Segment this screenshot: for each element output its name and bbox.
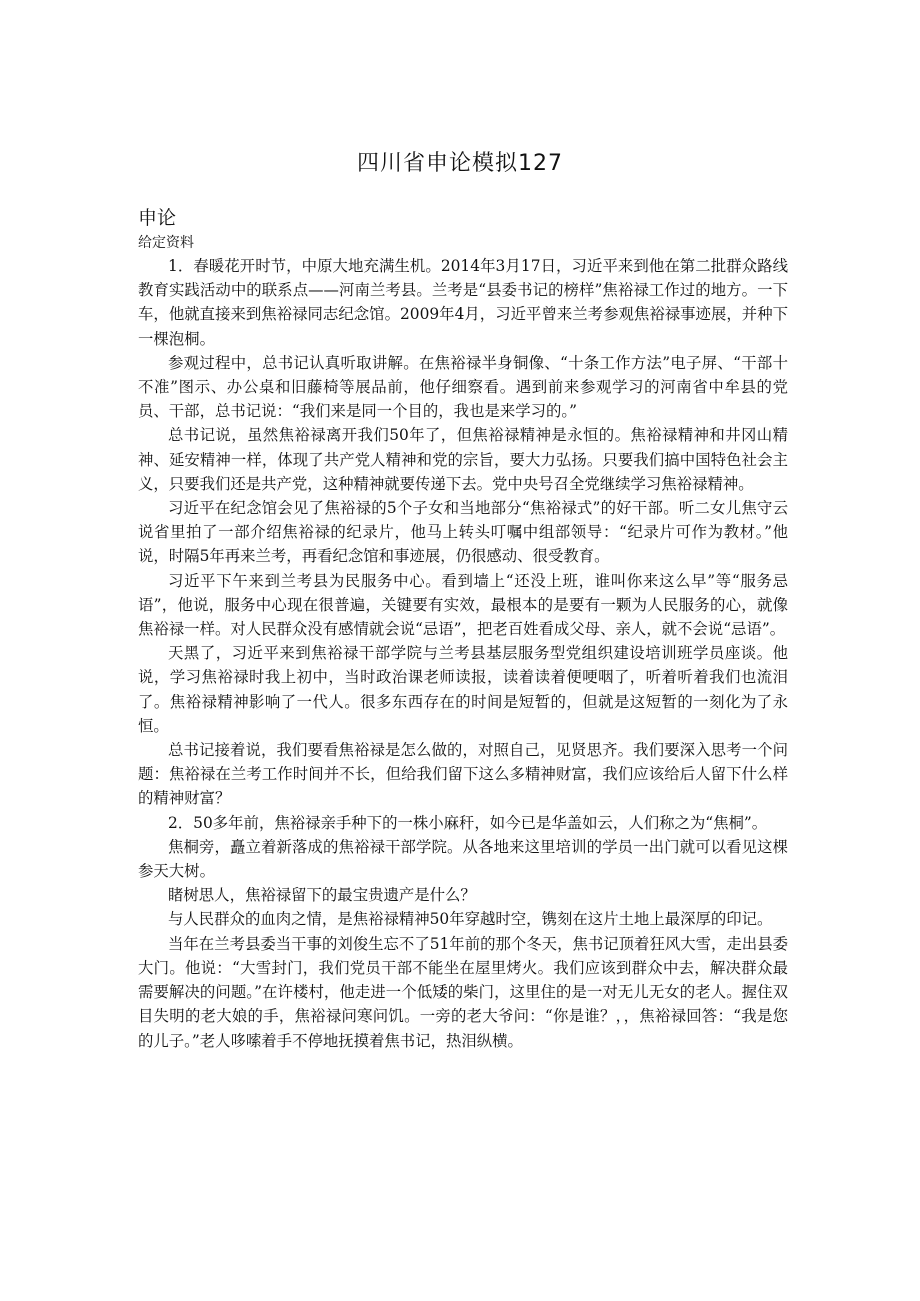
paragraph: 天黑了，习近平来到焦裕禄干部学院与兰考县基层服务型党组织建设培训班学员座谈。他说，学习焦裕禄时我上初中，当时政治课老师读报，读着读着便哽咽了，听着听着我们也流泪了。焦裕禄精神影响了一代人。很多东西存在的时间是短暂的，但就是这短暂的一刻化为了永恒。: [138, 644, 788, 735]
paragraph: 1．春暖花开时节，中原大地充满生机。2014年3月17日，习近平来到他在第二批群众路线教育实践活动中的联系点——河南兰考县。兰考是“县委书记的榜样”焦裕禄工作过的地方。一下车，他就直接来到焦裕禄同志纪念馆。2009年4月，习近平曾来兰考参观焦裕禄事迹展，并种下一棵泡桐。: [138, 257, 788, 348]
paragraph: 参观过程中，总书记认真听取讲解。在焦裕禄半身铜像、“十条工作方法”电子屏、“干部十不准”图示、办公桌和旧藤椅等展品前，他仔细察看。遇到前来参观学习的河南省中牟县的党员、干部，总书记说：“我们来是同一个目的，我也是来学习的。”: [138, 353, 788, 421]
paragraph: 习近平在纪念馆会见了焦裕禄的5个子女和当地部分“焦裕禄式”的好干部。听二女儿焦守云说省里拍了一部介绍焦裕禄的纪录片，他马上转头叮嘱中组部领导：“纪录片可作为教材。”他说，时隔5年再来兰考，再看纪念馆和事迹展，仍很感动、很受教育。: [138, 499, 788, 566]
paragraph: 总书记接着说，我们要看焦裕禄是怎么做的，对照自己，见贤思齐。我们要深入思考一个问题：焦裕禄在兰考工作时间并不长，但给我们留下这么多精神财富，我们应该给后人留下什么样的精神财富？: [138, 741, 788, 808]
document-title: 四川省申论模拟127: [357, 151, 563, 176]
section-heading: 申论: [138, 207, 177, 229]
paragraph: 与人民群众的血肉之情，是焦裕禄精神50年穿越时空，镌刻在这片土地上最深厚的印记。: [168, 910, 773, 929]
paragraph: 当年在兰考县委当干事的刘俊生忘不了51年前的那个冬天，焦书记顶着狂风大雪，走出县委大门。他说：“大雪封门，我们党员干部不能坐在屋里烤火。我们应该到群众中去，解决群众最需要解决的问题。”在许楼村，他走进一个低矮的柴门，这里住的是一对无儿无女的老人。握住双目失明的老大娘的手，焦裕禄问寒问饥。一旁的老大爷问：“你是谁？，，焦裕禄回答：“我是您的儿子。”老人哆嗦着手不停地抚摸着焦书记，热泪纵横。: [138, 934, 788, 1050]
paragraph: 睹树思人，焦裕禄留下的最宝贵遗产是什么？: [168, 886, 476, 905]
subsection-heading: 给定资料: [138, 235, 194, 251]
paragraph: 总书记说，虽然焦裕禄离开我们50年了，但焦裕禄精神是永恒的。焦裕禄精神和井冈山精神、延安精神一样，体现了共产党人精神和党的宗旨，要大力弘扬。只要我们搞中国特色社会主义，只要我们还是共产党，这种精神就要传递下去。党中央号召全党继续学习焦裕禄精神。: [138, 426, 788, 493]
paragraph: 焦桐旁，矗立着新落成的焦裕禄干部学院。从各地来这里培训的学员一出门就可以看见这棵参天大树。: [138, 837, 788, 881]
paragraph: 习近平下午来到兰考县为民服务中心。看到墙上“还没上班，谁叫你来这么早”等“服务忌语”，他说，服务中心现在很普遍，关键要有实效，最根本的是要有一颗为人民服务的心，就像焦裕禄一样。对人民群众没有感情就会说“忌语”，把老百姓看成父母、亲人，就不会说“忌语”。: [138, 571, 788, 639]
paragraph: 2．50多年前，焦裕禄亲手种下的一株小麻秆，如今已是华盖如云，人们称之为“焦桐”。: [168, 813, 768, 832]
material-body: [138, 254, 788, 1053]
